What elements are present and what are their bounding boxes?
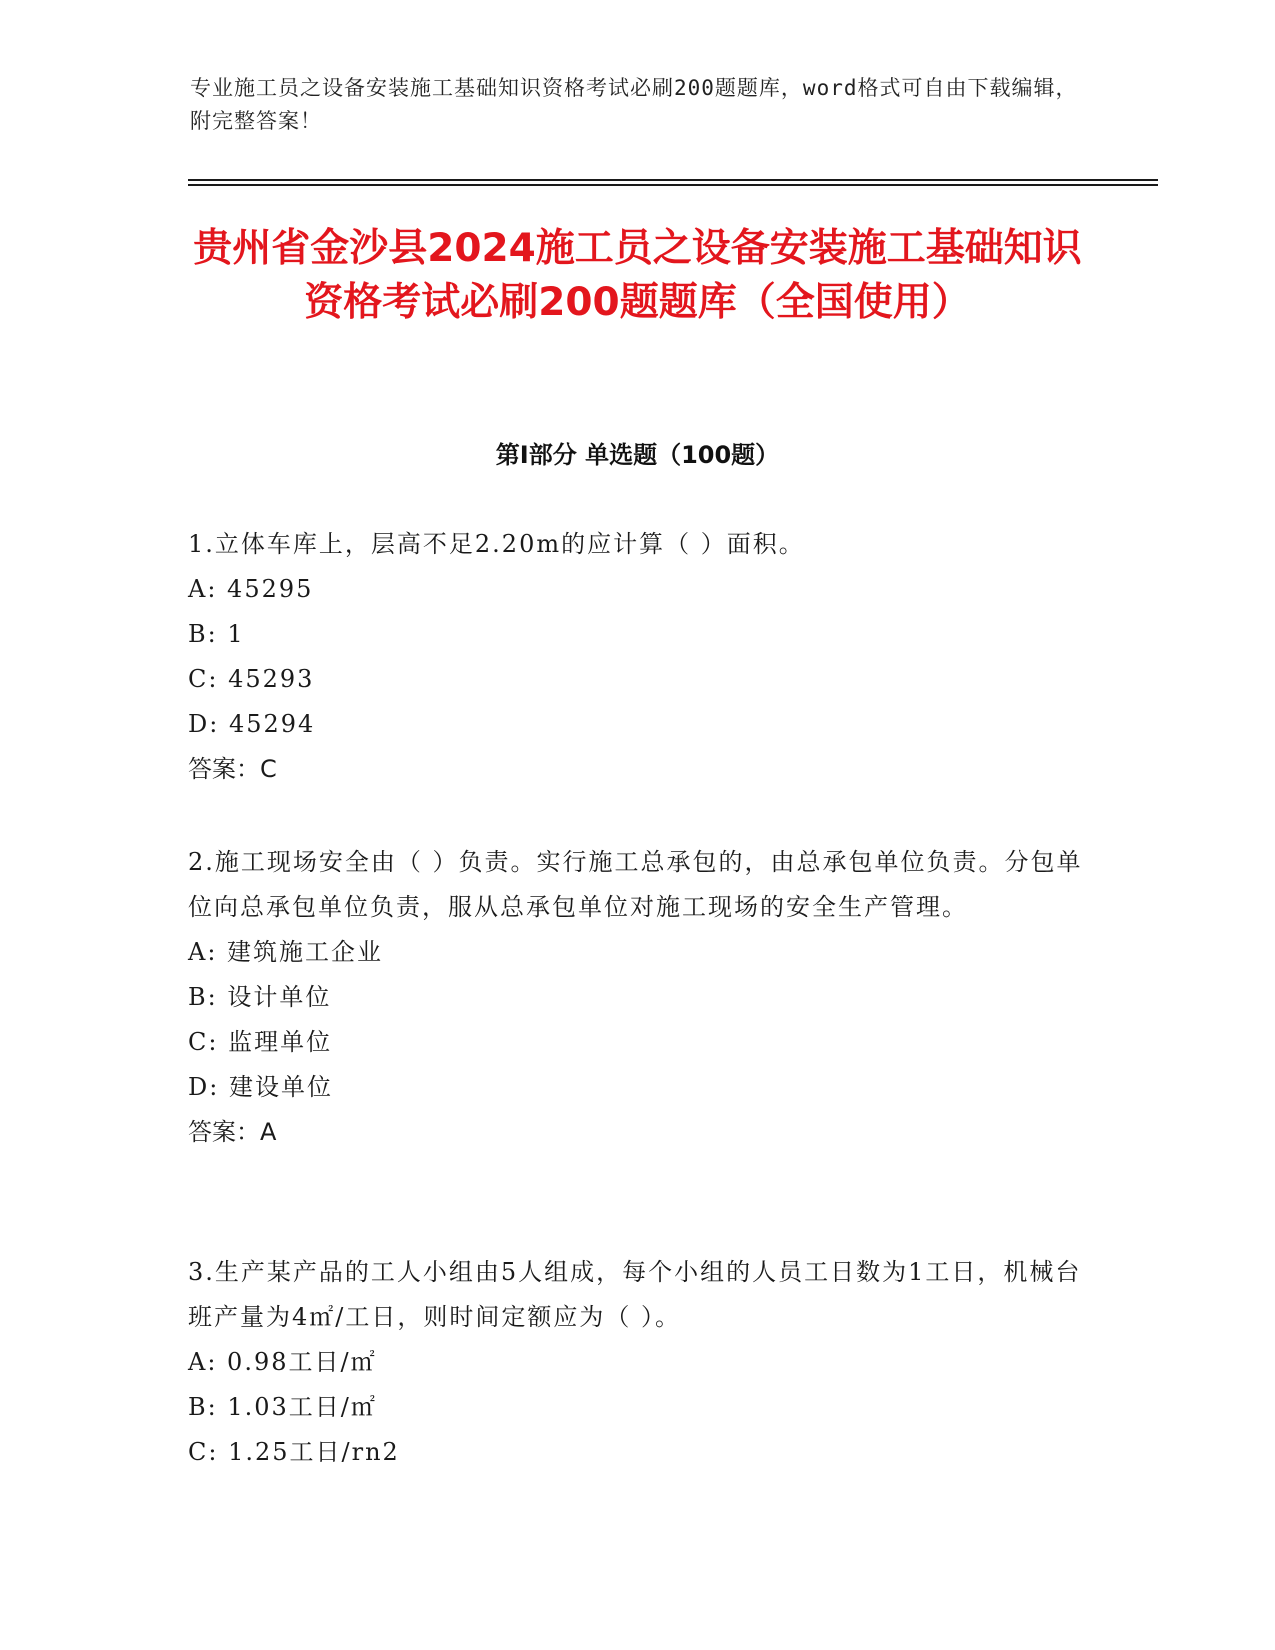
header-note: 专业施工员之设备安装施工基础知识资格考试必刷200题题库，word格式可自由下载编辑，附完整答案！: [190, 76, 1078, 133]
document-title: 贵州省金沙县2024施工员之设备安装施工基础知识资格考试必刷200题题库（全国使用）: [193, 226, 1082, 325]
question-text: 2.施工现场安全由（ ）负责。实行施工总承包的，由总承包单位负责。分包单位向总承包单位负责，服从总承包单位对施工现场的安全生产管理。: [188, 848, 1083, 921]
header-divider-top: [188, 179, 1158, 181]
question-text: 3.生产某产品的工人小组由5人组成，每个小组的人员工日数为1工日，机械台班产量为4㎡/工日，则时间定额应为（ ）。: [188, 1258, 1082, 1331]
option-d: D: 建设单位: [188, 1073, 333, 1101]
section-title: 第I部分 单选题（100题）: [495, 441, 780, 469]
option-b: B: 1.03工日/㎡: [188, 1393, 377, 1421]
question-text: 1.立体车库上，层高不足2.20m的应计算（ ）面积。: [188, 530, 805, 558]
answer: 答案：C: [188, 755, 277, 783]
option-d: D: 45294: [188, 710, 316, 738]
question-3: [188, 1250, 1088, 1475]
question-1: [188, 522, 1088, 792]
option-c: C: 监理单位: [188, 1028, 333, 1056]
option-a: A: 建筑施工企业: [188, 938, 384, 966]
option-b: B: 设计单位: [188, 983, 332, 1011]
option-c: C: 45293: [188, 665, 315, 693]
question-2: [188, 840, 1088, 1155]
option-b: B: 1: [188, 620, 245, 648]
header-divider-bottom: [188, 184, 1158, 186]
answer: 答案：A: [188, 1118, 277, 1146]
option-a: A: 45295: [188, 575, 314, 603]
option-c: C: 1.25工日/rn2: [188, 1438, 400, 1466]
option-a: A: 0.98工日/㎡: [188, 1348, 377, 1376]
